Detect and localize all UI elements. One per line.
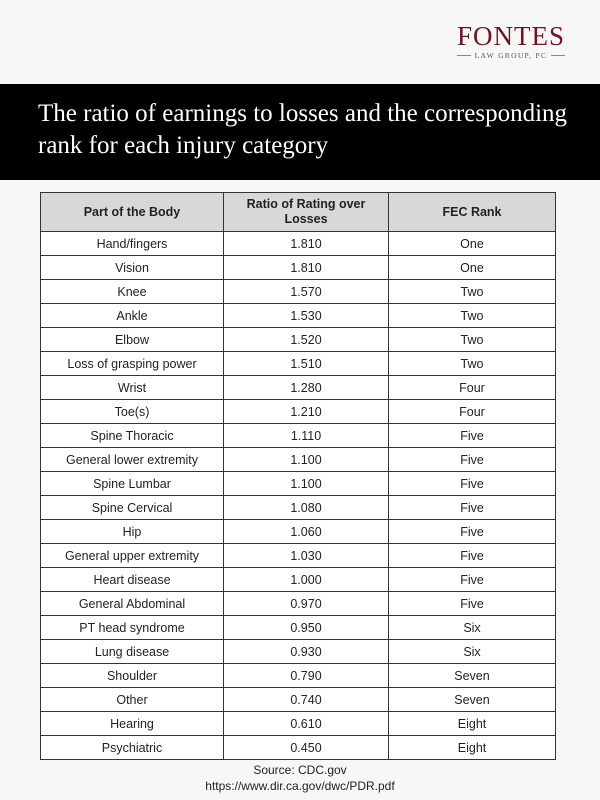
cell-body-part: Spine Lumbar xyxy=(41,472,224,496)
cell-ratio: 1.510 xyxy=(224,352,389,376)
cell-ratio: 0.950 xyxy=(224,616,389,640)
cell-body-part: Lung disease xyxy=(41,640,224,664)
table-row xyxy=(41,400,556,424)
cell-fec-rank: Five xyxy=(389,424,556,448)
table-header-row xyxy=(41,193,556,232)
cell-body-part: Other xyxy=(41,688,224,712)
cell-fec-rank: Eight xyxy=(389,736,556,760)
source-url: https://www.dir.ca.gov/dwc/PDR.pdf xyxy=(205,779,395,793)
cell-fec-rank: Five xyxy=(389,568,556,592)
source-label: Source: CDC.gov xyxy=(253,763,347,777)
cell-body-part: PT head syndrome xyxy=(41,616,224,640)
cell-fec-rank: Two xyxy=(389,328,556,352)
table-row xyxy=(41,544,556,568)
cell-ratio: 1.280 xyxy=(224,376,389,400)
cell-ratio: 0.930 xyxy=(224,640,389,664)
cell-fec-rank: Four xyxy=(389,376,556,400)
cell-ratio: 0.610 xyxy=(224,712,389,736)
table-row xyxy=(41,256,556,280)
cell-ratio: 1.810 xyxy=(224,232,389,256)
cell-fec-rank: Five xyxy=(389,544,556,568)
table-row xyxy=(41,640,556,664)
cell-fec-rank: Six xyxy=(389,616,556,640)
table-row xyxy=(41,664,556,688)
table-row xyxy=(41,376,556,400)
cell-body-part: General lower extremity xyxy=(41,448,224,472)
header-body-part: Part of the Body xyxy=(41,193,224,232)
cell-ratio: 0.970 xyxy=(224,592,389,616)
injury-ratio-table xyxy=(40,192,556,760)
cell-ratio: 0.450 xyxy=(224,736,389,760)
table-row xyxy=(41,592,556,616)
cell-fec-rank: Two xyxy=(389,304,556,328)
cell-ratio: 0.740 xyxy=(224,688,389,712)
cell-ratio: 1.100 xyxy=(224,448,389,472)
table-row xyxy=(41,304,556,328)
table-row xyxy=(41,424,556,448)
cell-fec-rank: Two xyxy=(389,352,556,376)
cell-ratio: 1.520 xyxy=(224,328,389,352)
cell-body-part: Loss of grasping power xyxy=(41,352,224,376)
cell-fec-rank: Eight xyxy=(389,712,556,736)
cell-body-part: Hand/fingers xyxy=(41,232,224,256)
cell-body-part: Elbow xyxy=(41,328,224,352)
cell-body-part: Toe(s) xyxy=(41,400,224,424)
table-row xyxy=(41,520,556,544)
cell-body-part: Psychiatric xyxy=(41,736,224,760)
table-row xyxy=(41,496,556,520)
page-title: The ratio of earnings to losses and the corresponding rank for each injury category xyxy=(38,100,568,159)
table-row xyxy=(41,352,556,376)
cell-body-part: Heart disease xyxy=(41,568,224,592)
logo-name: FONTES xyxy=(456,21,565,51)
cell-fec-rank: Five xyxy=(389,496,556,520)
source-footer xyxy=(0,762,600,794)
title-banner xyxy=(0,84,600,180)
table-row xyxy=(41,280,556,304)
cell-ratio: 1.570 xyxy=(224,280,389,304)
cell-fec-rank: Five xyxy=(389,448,556,472)
cell-fec-rank: Seven xyxy=(389,688,556,712)
table-row xyxy=(41,736,556,760)
table-row xyxy=(41,448,556,472)
cell-body-part: General Abdominal xyxy=(41,592,224,616)
table-row xyxy=(41,472,556,496)
table-row xyxy=(41,232,556,256)
cell-ratio: 1.080 xyxy=(224,496,389,520)
cell-body-part: Spine Cervical xyxy=(41,496,224,520)
cell-ratio: 1.210 xyxy=(224,400,389,424)
table-body xyxy=(41,232,556,760)
header-fec-rank: FEC Rank xyxy=(389,193,556,232)
cell-ratio: 1.110 xyxy=(224,424,389,448)
logo-subtitle-text: LAW GROUP, PC xyxy=(474,51,548,60)
cell-fec-rank: Two xyxy=(389,280,556,304)
cell-ratio: 1.030 xyxy=(224,544,389,568)
cell-ratio: 1.000 xyxy=(224,568,389,592)
logo-rule-right xyxy=(551,55,565,56)
table-row xyxy=(41,568,556,592)
company-logo xyxy=(446,22,576,60)
cell-ratio: 1.810 xyxy=(224,256,389,280)
cell-body-part: Knee xyxy=(41,280,224,304)
cell-body-part: Shoulder xyxy=(41,664,224,688)
logo-rule-left xyxy=(457,55,471,56)
cell-fec-rank: Five xyxy=(389,520,556,544)
cell-body-part: General upper extremity xyxy=(41,544,224,568)
cell-body-part: Spine Thoracic xyxy=(41,424,224,448)
cell-fec-rank: One xyxy=(389,232,556,256)
table-row xyxy=(41,712,556,736)
cell-fec-rank: One xyxy=(389,256,556,280)
table-row xyxy=(41,688,556,712)
logo-subtitle xyxy=(446,51,576,60)
cell-body-part: Vision xyxy=(41,256,224,280)
table-row xyxy=(41,616,556,640)
cell-ratio: 1.060 xyxy=(224,520,389,544)
cell-fec-rank: Five xyxy=(389,592,556,616)
cell-ratio: 0.790 xyxy=(224,664,389,688)
cell-fec-rank: Seven xyxy=(389,664,556,688)
cell-body-part: Ankle xyxy=(41,304,224,328)
cell-ratio: 1.530 xyxy=(224,304,389,328)
header-ratio: Ratio of Rating over Losses xyxy=(224,193,389,232)
cell-body-part: Hip xyxy=(41,520,224,544)
cell-fec-rank: Four xyxy=(389,400,556,424)
cell-fec-rank: Six xyxy=(389,640,556,664)
cell-body-part: Wrist xyxy=(41,376,224,400)
cell-body-part: Hearing xyxy=(41,712,224,736)
table-row xyxy=(41,328,556,352)
cell-fec-rank: Five xyxy=(389,472,556,496)
cell-ratio: 1.100 xyxy=(224,472,389,496)
